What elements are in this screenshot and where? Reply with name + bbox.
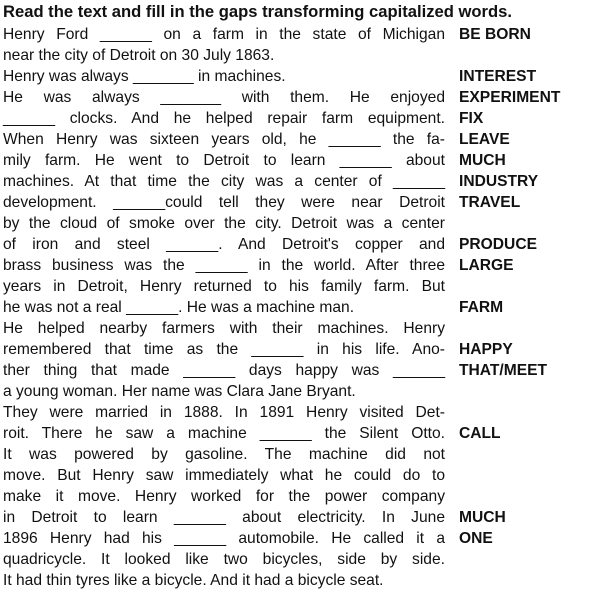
keyword-happy: HAPPY [459, 341, 513, 358]
text-line: mily farm. He went to Detroit to learn ______ about [3, 152, 445, 169]
keyword-that-meet: THAT/MEET [459, 362, 548, 379]
text-line: in Detroit to learn ______ about electricity. In June [3, 509, 445, 526]
keyword-be-born: BE BORN [459, 26, 531, 43]
text-line: make it move. Henry worked for the power company [3, 488, 445, 505]
text-line: roit. There he saw a machine ______ the Silent Otto. [3, 425, 445, 442]
text-line: ther thing that made ______ days happy was ______ [3, 362, 445, 379]
keyword-industry: INDUSTRY [459, 173, 539, 190]
text-line: When Henry was sixteen years old, he ______ the fa- [3, 131, 445, 148]
text-line: They were married in 1888. In 1891 Henry visited Det- [3, 404, 445, 421]
keyword-call: CALL [459, 425, 501, 442]
text-line: remembered that time as the ______ in his life. Ano- [3, 341, 445, 358]
keyword-travel: TRAVEL [459, 194, 521, 211]
text-line: years in Detroit, Henry returned to his family farm. But [3, 278, 445, 295]
text-line: quadricycle. It looked like two bicycles, side by side. [3, 551, 445, 568]
text-line: It had thin tyres like a bicycle. And it had a bicycle seat. [3, 572, 384, 589]
keyword-farm: FARM [459, 299, 504, 316]
text-line: near the city of Detroit on 30 July 1863. [3, 47, 275, 64]
keyword-much: MUCH [459, 152, 506, 169]
text-line: brass business was the ______ in the world. After three [3, 257, 445, 274]
text-line: by the cloud of smoke over the city. Detroit was a center [3, 215, 445, 232]
keyword-interest: INTEREST [459, 68, 537, 85]
exercise-heading: Read the text and fill in the gaps transforming capitalized words. [3, 2, 512, 21]
text-line: ______ clocks. And he helped repair farm equipment. [3, 110, 445, 127]
keyword-fix: FIX [459, 110, 484, 127]
text-line: He was always _______ with them. He enjoyed [3, 89, 445, 106]
text-line: Henry was always _______ in machines. [3, 68, 286, 85]
keyword-large: LARGE [459, 257, 514, 274]
text-line: He helped nearby farmers with their machines. Henry [3, 320, 445, 337]
text-line: Henry Ford ______ on a farm in the state of Michigan [3, 26, 445, 43]
text-line: he was not a real ______. He was a machine man. [3, 299, 355, 316]
text-line: a young woman. Her name was Clara Jane Bryant. [3, 383, 356, 400]
keyword-leave: LEAVE [459, 131, 510, 148]
text-line: machines. At that time the city was a center of ______ [3, 173, 445, 190]
text-line: move. But Henry saw immediately what he could do to [3, 467, 445, 484]
keyword-produce: PRODUCE [459, 236, 537, 253]
text-line: 1896 Henry had his ______ automobile. He called it a [3, 530, 445, 547]
text-line: development. ______could tell they were near Detroit [3, 194, 445, 211]
text-line: It was powered by gasoline. The machine did not [3, 446, 445, 463]
keyword-one: ONE [459, 530, 493, 547]
keyword-much: MUCH [459, 509, 506, 526]
text-line: of iron and steel ______. And Detroit's copper and [3, 236, 445, 253]
keyword-experiment: EXPERIMENT [459, 89, 561, 106]
